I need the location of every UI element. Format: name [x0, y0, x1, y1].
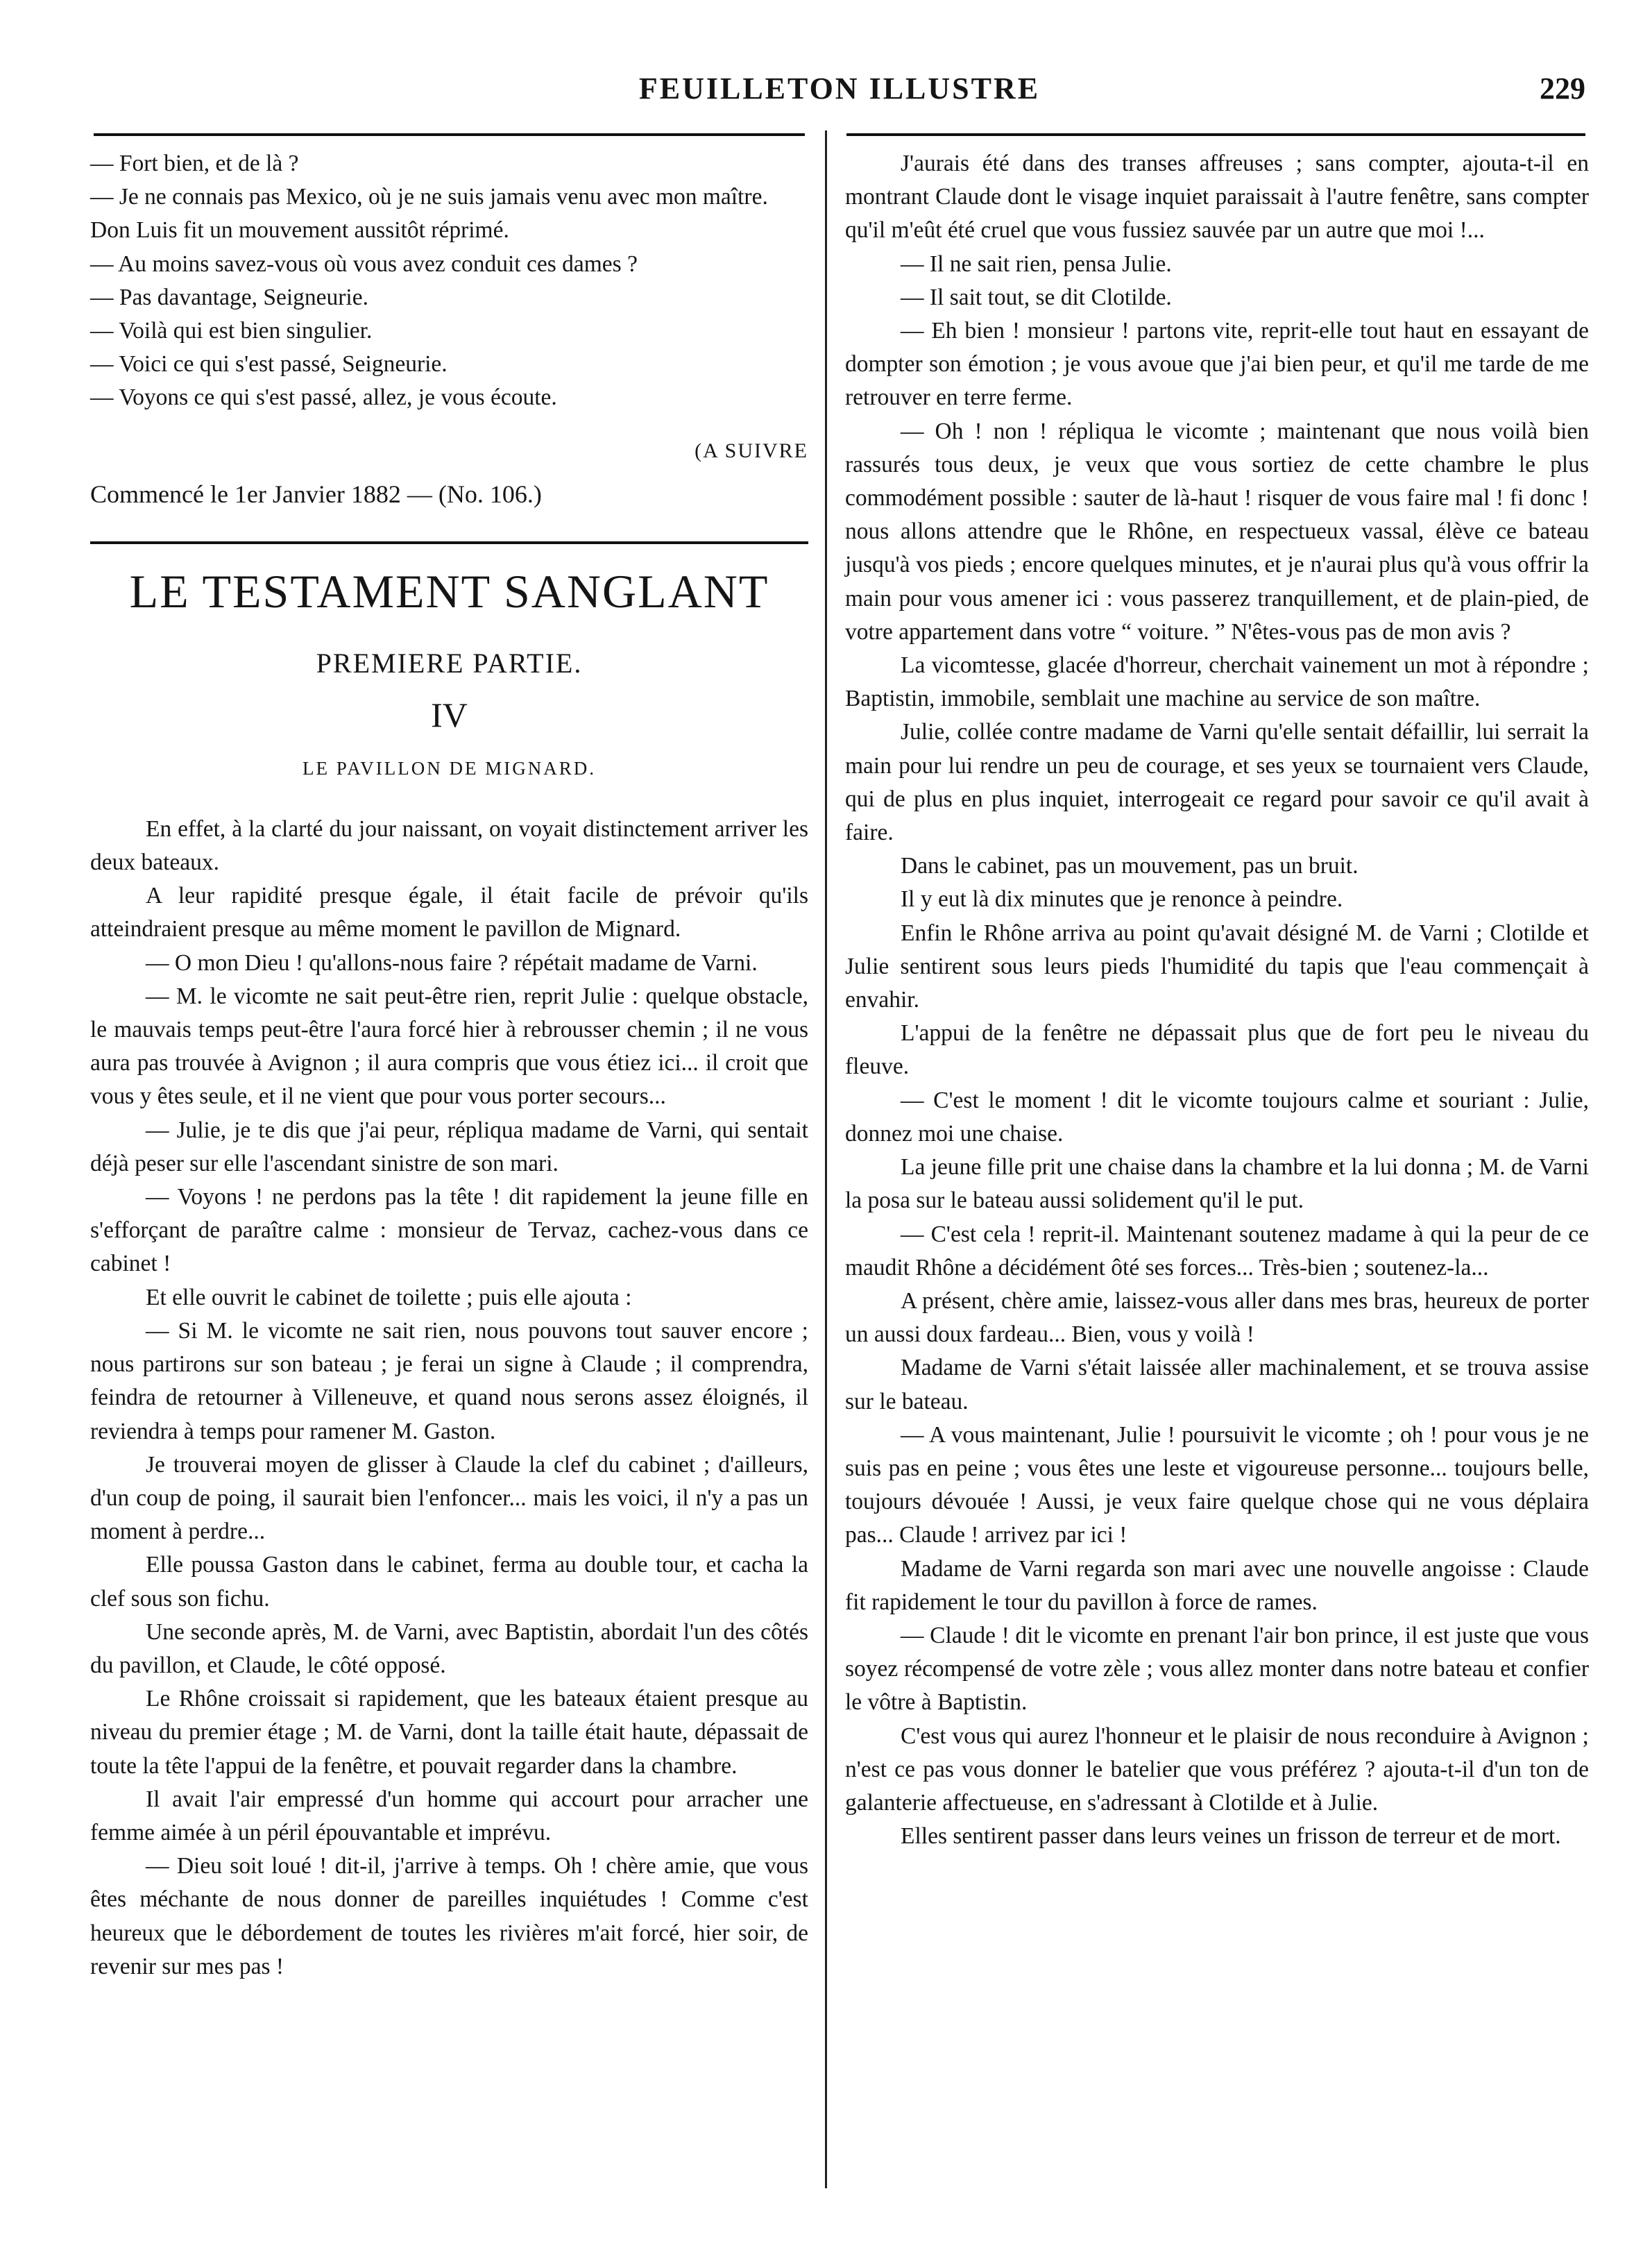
story-paragraph: — C'est cela ! reprit-il. Maintenant soutenez madame à qui la peur de ce maudit Rhône a décidément ôté ses forces... Très-bien ; soutenez-la...: [845, 1221, 1589, 1280]
dialogue-line: — Pas davantage, Seigneurie.: [90, 284, 368, 310]
story-paragraph: Dans le cabinet, pas un mouvement, pas un bruit.: [901, 853, 1359, 879]
story-paragraph: — Eh bien ! monsieur ! partons vite, reprit-elle tout haut en essayant de dompter son émotion ; je vous avoue que j'ai bien peur, et qu'il me tarde de me retrouver en terre ferme.: [845, 318, 1589, 411]
dialogue-line: — Voyons ce qui s'est passé, allez, je vous écoute.: [90, 384, 557, 411]
column-divider: [825, 130, 827, 2188]
header-rule-right: [846, 133, 1585, 136]
running-header: [94, 64, 1585, 105]
header-rule-left: [94, 133, 805, 136]
dialogue-line: — Voici ce qui s'est passé, Seigneurie.: [90, 351, 448, 378]
serial-note: Commencé le 1er Janvier 1882 — (No. 106.): [90, 480, 542, 508]
story-paragraph: A présent, chère amie, laissez-vous aller dans mes bras, heureux de porter un aussi doux fardeau... Bien, vous y voilà !: [845, 1287, 1589, 1348]
dialogue-line: — Je ne connais pas Mexico, où je ne suis jamais venu avec mon maître.: [90, 184, 768, 210]
narration-line: Don Luis fit un mouvement aussitôt réprimé.: [90, 217, 509, 244]
page-number: 229: [1540, 71, 1585, 105]
dialogue-line: — Fort bien, et de là ?: [90, 151, 299, 176]
story-paragraph: — Si M. le vicomte ne sait rien, nous pouvons tout sauver encore ; nous partirons sur son bateau ; je ferai un signe à Claude ; il comprendra, feindra de retourner à Villeneuve, et quand nous serons assez éloignés, il reviendra à temps pour ramener M. Gaston.: [90, 1317, 808, 1444]
right-column: [845, 147, 1589, 1853]
story-paragraph: Elle poussa Gaston dans le cabinet, ferma au double tour, et cacha la clef sous son fichu.: [90, 1552, 808, 1612]
story-paragraph: En effet, à la clarté du jour naissant, on voyait distinctement arriver les deux bateaux.: [90, 815, 808, 876]
story-paragraph: — Oh ! non ! répliqua le vicomte ; maintenant que nous voilà bien rassurés tous deux, je veux que vous sortiez de cette chambre le plus commodément possible : sauter de là-haut ! risquer de vous faire mal ! fi donc ! nous allons attendre que le Rhône, en respectueux vassal, élève ce bateau jusqu'à vos pieds ; encore quelques minutes, et je n'aurai plus qu'à vous offrir la main pour vous amener ici : vous passerez tranquillement, et de plain-pied, de votre appartement dans votre “ voiture. ” N'êtes-vous pas de mon avis ?: [845, 418, 1589, 645]
chapter-title: LE PAVILLON DE MIGNARD.: [302, 757, 596, 779]
story-paragraph: Il avait l'air empressé d'un homme qui accourt pour arracher une femme aimée à un péril épouvantable et imprévu.: [90, 1786, 808, 1845]
story-paragraph: Madame de Varni s'était laissée aller machinalement, et se trouva assise sur le bateau.: [845, 1355, 1589, 1414]
to-be-continued: (A SUIVRE: [695, 439, 808, 462]
story-paragraph: — Voyons ! ne perdons pas la tête ! dit rapidement la jeune fille en s'efforçant de paraître calme : monsieur de Tervaz, cachez-vous dans ce cabinet !: [90, 1184, 808, 1277]
story-paragraph: Le Rhône croissait si rapidement, que les bateaux étaient presque au niveau du premier étage ; M. de Varni, dont la taille était haute, dépassait de toute la tête l'appui de la fenêtre, et pouvait regarder dans la chambre.: [90, 1686, 808, 1779]
story-paragraph: C'est vous qui aurez l'honneur et le plaisir de nous reconduire à Avignon ; n'est ce pas vous donner le batelier que vous préférez ? ajouta-t-il d'un ton de galanterie affectueuse, en s'adressant à Clotilde et à Julie.: [845, 1723, 1589, 1816]
story-paragraph: — A vous maintenant, Julie ! poursuivit le vicomte ; oh ! pour vous je ne suis pas en peine ; vous êtes une leste et vigoureuse personne... toujours belle, toujours dévouée ! Aussi, je veux faire quelque chose qui ne vous déplaira pas... Claude ! arrivez par ici !: [845, 1421, 1589, 1548]
story-paragraph: Enfin le Rhône arriva au point qu'avait désigné M. de Varni ; Clotilde et Julie sentirent sous leurs pieds l'humidité du tapis que l'eau commençait à envahir.: [845, 920, 1589, 1013]
part-title: PREMIERE PARTIE.: [316, 648, 583, 679]
story-paragraph: A leur rapidité presque égale, il était facile de prévoir qu'ils atteindraient presque au même moment le pavillon de Mignard.: [90, 883, 808, 942]
story-paragraph: — Claude ! dit le vicomte en prenant l'air bon prince, il est juste que vous soyez récompensé de votre zèle ; vous allez monter dans notre bateau et confier le vôtre à Baptistin.: [845, 1622, 1589, 1716]
dialogue-line: — Voilà qui est bien singulier.: [90, 318, 373, 344]
story-paragraph: — M. le vicomte ne sait peut-être rien, reprit Julie : quelque obstacle, le mauvais temps peut-être l'aura forcé hier à rebrousser chemin ; il ne vous aura pas trouvée à Avignon ; il aura compris que vous étiez ici... il croit que vous y êtes seule, et il ne vient que pour vous porter secours...: [90, 983, 808, 1110]
left-column: [90, 147, 808, 1984]
story-paragraph: — O mon Dieu ! qu'allons-nous faire ? répétait madame de Varni.: [146, 949, 758, 976]
story-paragraph: Et elle ouvrit le cabinet de toilette ; puis elle ajouta :: [146, 1284, 632, 1310]
story-paragraph: La vicomtesse, glacée d'horreur, cherchait vainement un mot à répondre ; Baptistin, immobile, semblait une machine au service de son maître.: [845, 652, 1589, 712]
story-paragraph: La jeune fille prit une chaise dans la chambre et la lui donna ; M. de Varni la posa sur le bateau aussi solidement qu'il le put.: [845, 1154, 1589, 1214]
running-header-title: FEUILLETON ILLUSTRE: [638, 71, 1041, 105]
story-paragraph: Il y eut là dix minutes que je renonce à peindre.: [901, 886, 1343, 913]
story-paragraph: Je trouverai moyen de glisser à Claude la clef du cabinet ; d'ailleurs, d'un coup de poing, il saurait bien l'enfoncer... mais les voici, il n'y a pas un moment à perdre...: [90, 1451, 808, 1545]
story-paragraph: — C'est le moment ! dit le vicomte toujours calme et souriant : Julie, donnez moi une chaise.: [845, 1087, 1589, 1147]
story-paragraph: — Il sait tout, se dit Clotilde.: [901, 284, 1172, 310]
novel-title: LE TESTAMENT SANGLANT: [129, 565, 769, 618]
story-paragraph: Julie, collée contre madame de Varni qu'elle sentait défaillir, lui serrait la main pour lui rendre un peu de courage, et ses yeux se tournaient vers Claude, qui de plus en plus inquiet, interrogeait ce regard pour savoir ce qu'il avait à faire.: [845, 719, 1589, 846]
story-paragraph: Une seconde après, M. de Varni, avec Baptistin, abordait l'un des côtés du pavillon, et Claude, le côté opposé.: [90, 1618, 808, 1678]
chapter-number: IV: [431, 695, 468, 735]
story-paragraph: — Il ne sait rien, pensa Julie.: [901, 251, 1172, 277]
section-divider: [90, 541, 808, 544]
story-paragraph: Elles sentirent passer dans leurs veines un frisson de terreur et de mort.: [901, 1823, 1561, 1850]
story-paragraph: Madame de Varni regarda son mari avec une nouvelle angoisse : Claude fit rapidement le tour du pavillon à force de rames.: [845, 1555, 1589, 1615]
story-paragraph: J'aurais été dans des transes affreuses ; sans compter, ajouta-t-il en montrant Claude dont le visage inquiet paraissait à l'autre fenêtre, sans compter qu'il m'eût été cruel que vous fussiez sauvée par un autre que moi !...: [845, 151, 1589, 244]
dialogue-line: — Au moins savez-vous où vous avez conduit ces dames ?: [90, 251, 638, 277]
story-paragraph: L'appui de la fenêtre ne dépassait plus que de fort peu le niveau du fleuve.: [845, 1020, 1589, 1080]
story-paragraph: — Dieu soit loué ! dit-il, j'arrive à temps. Oh ! chère amie, que vous êtes méchante de nous donner de pareilles inquiétudes ! Comme c'est heureux que le débordement de toutes les rivières m'ait forcé, hier soir, de revenir sur mes pas !: [90, 1853, 808, 1979]
story-paragraph: — Julie, je te dis que j'ai peur, répliqua madame de Varni, qui sentait déjà peser sur elle l'ascendant sinistre de son mari.: [90, 1117, 808, 1176]
